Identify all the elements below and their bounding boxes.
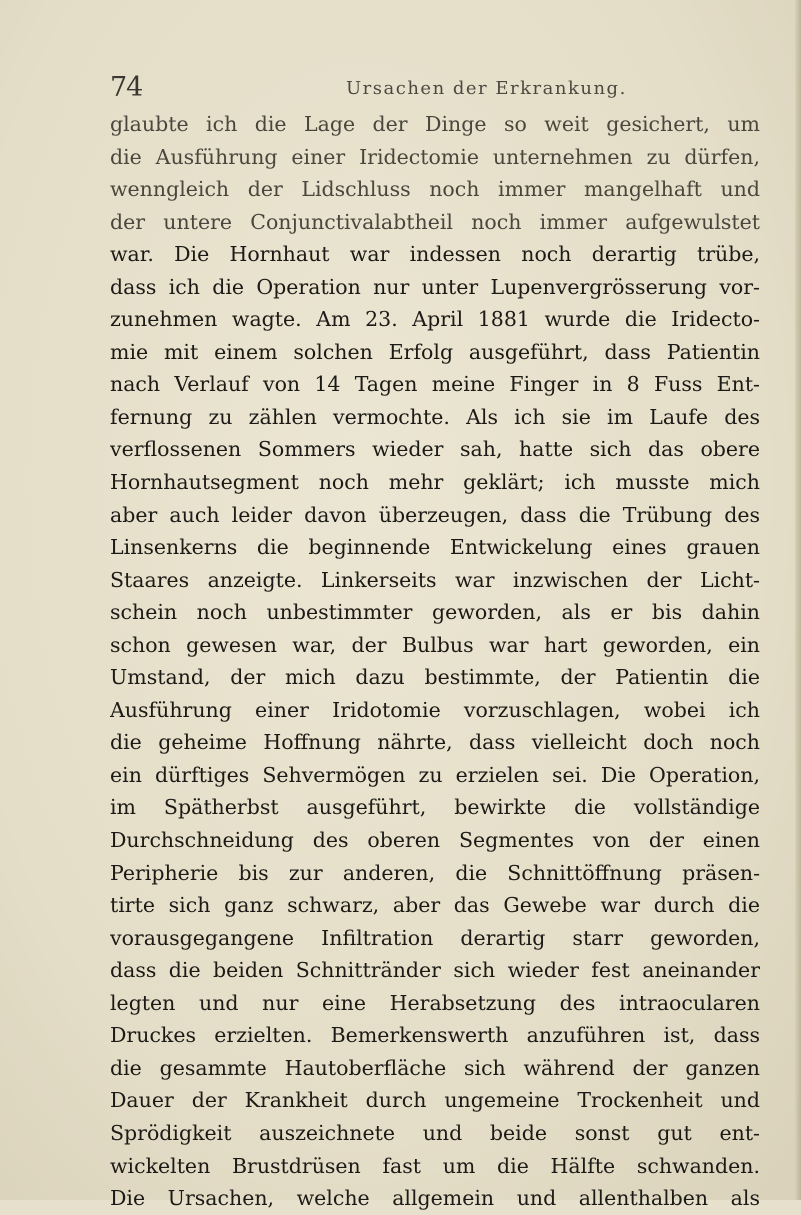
text-line: mie mit einem solchen Erfolg ausgeführt, dass Patientin (110, 339, 760, 364)
text-line: nach Verlauf von 14 Tagen meine Finger in 8 Fuss Ent- (110, 372, 760, 397)
text-line: Umstand, der mich dazu bestimmte, der Patientin die (110, 665, 760, 690)
text-line: Ausführung einer Iridotomie vorzuschlagen, wobei ich (110, 697, 760, 722)
text-line: wickelten Brustdrüsen fast um die Hälfte schwanden. (110, 1153, 760, 1178)
text-line: fernung zu zählen vermochte. Als ich sie im Laufe des (110, 404, 760, 429)
text-line: die gesammte Hautoberfläche sich während der ganzen (110, 1055, 760, 1080)
text-line: verflossenen Sommers wieder sah, hatte sich das obere (110, 437, 760, 462)
text-line: ein dürftiges Sehvermögen zu erzielen sei. Die Operation, (110, 762, 760, 787)
text-line: Hornhautsegment noch mehr geklärt; ich musste mich (110, 470, 760, 495)
body-text (110, 108, 760, 1215)
text-line: schein noch unbestimmter geworden, als er bis dahin (110, 600, 760, 625)
text-line: die geheime Hoffnung nährte, dass vielleicht doch noch (110, 730, 760, 755)
text-line: Staares anzeigte. Linkerseits war inzwischen der Licht- (110, 567, 760, 592)
text-line: vorausgegangene Infiltration derartig starr geworden, (110, 925, 760, 950)
text-line: im Spätherbst ausgeführt, bewirkte die vollständige (110, 795, 760, 820)
text-line: Dauer der Krankheit durch ungemeine Trockenheit und (110, 1088, 760, 1113)
text-line: Druckes erzielten. Bemerkenswerth anzuführen ist, dass (110, 1023, 760, 1048)
text-line: aber auch leider davon überzeugen, dass die Trübung des (110, 502, 760, 527)
text-line: der untere Conjunctivalabtheil noch immer aufgewulstet (110, 209, 760, 234)
text-line: war. Die Hornhaut war indessen noch derartig trübe, (110, 242, 760, 267)
text-line: legten und nur eine Herabsetzung des intraocularen (110, 990, 760, 1015)
page-header (110, 66, 730, 106)
running-head: Ursachen der Erkrankung. (346, 78, 627, 99)
text-line: dass die beiden Schnittränder sich wieder fest aneinander (110, 958, 760, 983)
text-line: Sprödigkeit auszeichnete und beide sonst gut ent- (110, 1120, 760, 1145)
text-line: die Ausführung einer Iridectomie unternehmen zu dürfen, (110, 144, 760, 169)
text-line: Linsenkerns die beginnende Entwickelung eines grauen (110, 535, 760, 560)
text-line: dass ich die Operation nur unter Lupenvergrösserung vor- (110, 274, 760, 299)
text-line: glaubte ich die Lage der Dinge so weit gesichert, um (110, 112, 760, 136)
text-line: wenngleich der Lidschluss noch immer mangelhaft und (110, 177, 760, 202)
text-line: Peripherie bis zur anderen, die Schnittöffnung präsen- (110, 860, 760, 885)
text-line: Durchschneidung des oberen Segmentes von der einen (110, 828, 760, 853)
text-line: zunehmen wagte. Am 23. April 1881 wurde die Iridecto- (110, 307, 760, 332)
page-gutter (795, 0, 801, 1200)
text-line: Die Ursachen, welche allgemein und allenthalben als (110, 1186, 760, 1211)
text-line: tirte sich ganz schwarz, aber das Gewebe war durch die (110, 893, 760, 918)
text-line: schon gewesen war, der Bulbus war hart geworden, ein (110, 632, 760, 657)
page-number: 74 (110, 72, 143, 103)
